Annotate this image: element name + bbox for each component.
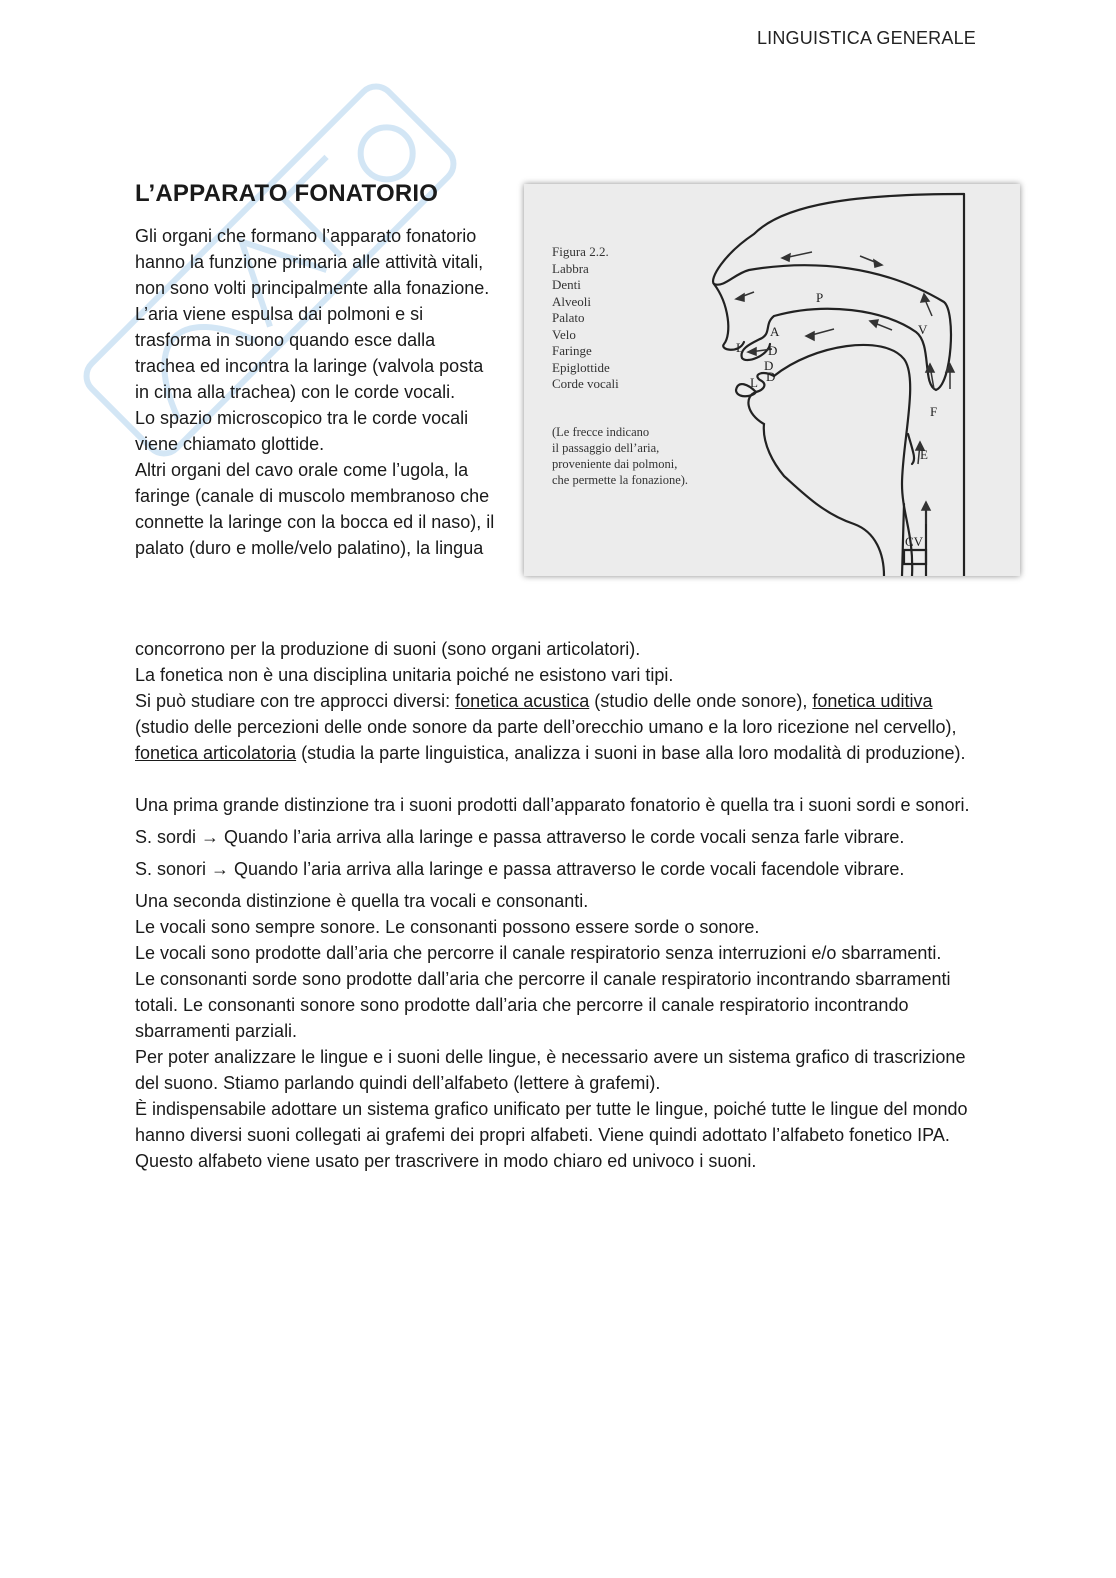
label-teeth: D	[768, 343, 778, 358]
legend-item: Palato	[552, 310, 585, 325]
phonatory-apparatus-figure	[524, 184, 1020, 576]
note-line: il passaggio dell’aria,	[552, 441, 660, 455]
paragraph: Le consonanti sorde sono prodotte dall’aria che percorre il canale respiratorio incontrando sbarramenti totali. Le consonanti sonore sono prodotte dall’aria che percorre il canale respiratorio incontrando sbarramenti parziali.	[135, 969, 951, 1041]
note-line: proveniente dai polmoni,	[552, 457, 678, 471]
paragraph: È indispensabile adottare un sistema grafico unificato per tutte le lingue, poiché tutte le lingue del mondo hanno diversi suoni collegati ai grafemi dei propri alfabeti. Viene quindi adottato l’alfabeto fonetico IPA.	[135, 1099, 968, 1145]
term-fonetica-uditiva: fonetica uditiva	[812, 691, 933, 711]
label-lips: L	[736, 340, 744, 355]
text-span: (studia la parte linguistica, analizza i suoni in base alla loro modalità di produzione).	[296, 743, 966, 763]
paragraph-sonori: S. sonori → Quando l’aria arriva alla laringe e passa attraverso le corde vocali facendole vibrare.	[135, 859, 905, 879]
figure-title: Figura 2.2.	[552, 244, 609, 259]
label-pharynx: F	[930, 404, 938, 419]
paragraph-approaches	[135, 688, 985, 766]
label-palate: P	[816, 290, 824, 305]
label-vocal-cords: CV	[905, 534, 924, 549]
page-header: LINGUISTICA GENERALE	[756, 28, 976, 48]
paragraph: Le vocali sono prodotte dall’aria che percorre il canale respiratorio senza interruzioni e/o sbarramenti.	[135, 943, 942, 963]
label-teeth-2: D	[764, 358, 774, 373]
legend-item: Velo	[552, 326, 576, 342]
intro-text-column	[135, 223, 495, 561]
paragraph: Le vocali sono sempre sonore. Le consonanti possono essere sorde o sonore.	[135, 917, 760, 937]
paragraph: L’aria viene espulsa dai polmoni e si trasforma in suono quando esce dalla trachea ed incontra la laringe (valvola posta in cima alla trachea) con le corde vocali.	[135, 304, 484, 402]
legend-item: Epiglottide	[552, 359, 610, 375]
paragraph: Una seconda distinzione è quella tra vocali e consonanti.	[135, 891, 589, 911]
label-velum: V	[918, 322, 928, 337]
main-text	[135, 636, 985, 1174]
label-teeth-3: D	[766, 369, 776, 384]
note-line: che permette la fonazione).	[552, 473, 689, 487]
paragraph: concorrono per la produzione di suoni (sono organi articolatori).	[135, 639, 641, 659]
legend-item: Alveoli	[552, 293, 591, 309]
text-span: Si può studiare con tre approcci diversi:	[135, 691, 456, 711]
text-span: (studio delle percezioni delle onde sonore da parte dell’orecchio umano e la loro ricezione nel cervello),	[135, 717, 957, 737]
label-lips-lower: L	[750, 375, 758, 390]
paragraph: Gli organi che formano l’apparato fonatorio hanno la funzione primaria alle attività vitali, non sono volti principalmente alla fonazione.	[135, 226, 490, 298]
legend-item: Denti	[552, 277, 581, 292]
legend-item: Faringe	[552, 343, 592, 358]
term-fonetica-articolatoria: fonetica articolatoria	[135, 743, 297, 763]
paragraph: La fonetica non è una disciplina unitaria poiché ne esistono vari tipi.	[135, 665, 674, 685]
paragraph: Una prima grande distinzione tra i suoni prodotti dall’apparato fonatorio è quella tra i suoni sordi e sonori.	[135, 795, 970, 815]
label-epiglottis: E	[920, 447, 928, 462]
legend-item: Corde vocali	[552, 376, 619, 391]
figure-note	[552, 424, 688, 488]
legend-item: Labbra	[552, 260, 589, 276]
note-line: (Le frecce indicano	[552, 425, 650, 439]
term-fonetica-acustica: fonetica acustica	[455, 691, 590, 711]
paragraph: Lo spazio microscopico tra le corde vocali viene chiamato glottide.	[135, 408, 469, 454]
figure-caption	[552, 244, 619, 393]
paragraph: Altri organi del cavo orale come l’ugola, la faringe (canale di muscolo membranoso che connette la laringe con la bocca ed il naso), il palato (duro e molle/velo palatino), la lingua	[135, 460, 495, 558]
paragraph: Questo alfabeto viene usato per trascrivere in modo chiaro ed univoco i suoni.	[135, 1151, 757, 1171]
text-span: (studio delle onde sonore),	[589, 691, 813, 711]
paragraph-sordi: S. sordi → Quando l’aria arriva alla laringe e passa attraverso le corde vocali senza farle vibrare.	[135, 827, 905, 847]
label-alveoli: A	[770, 324, 780, 339]
section-title: L’APPARATO FONATORIO	[135, 180, 439, 207]
paragraph: Per poter analizzare le lingue e i suoni delle lingue, è necessario avere un sistema grafico di trascrizione del suono. Stiamo parlando quindi dell’alfabeto (lettere à grafemi).	[135, 1047, 966, 1093]
